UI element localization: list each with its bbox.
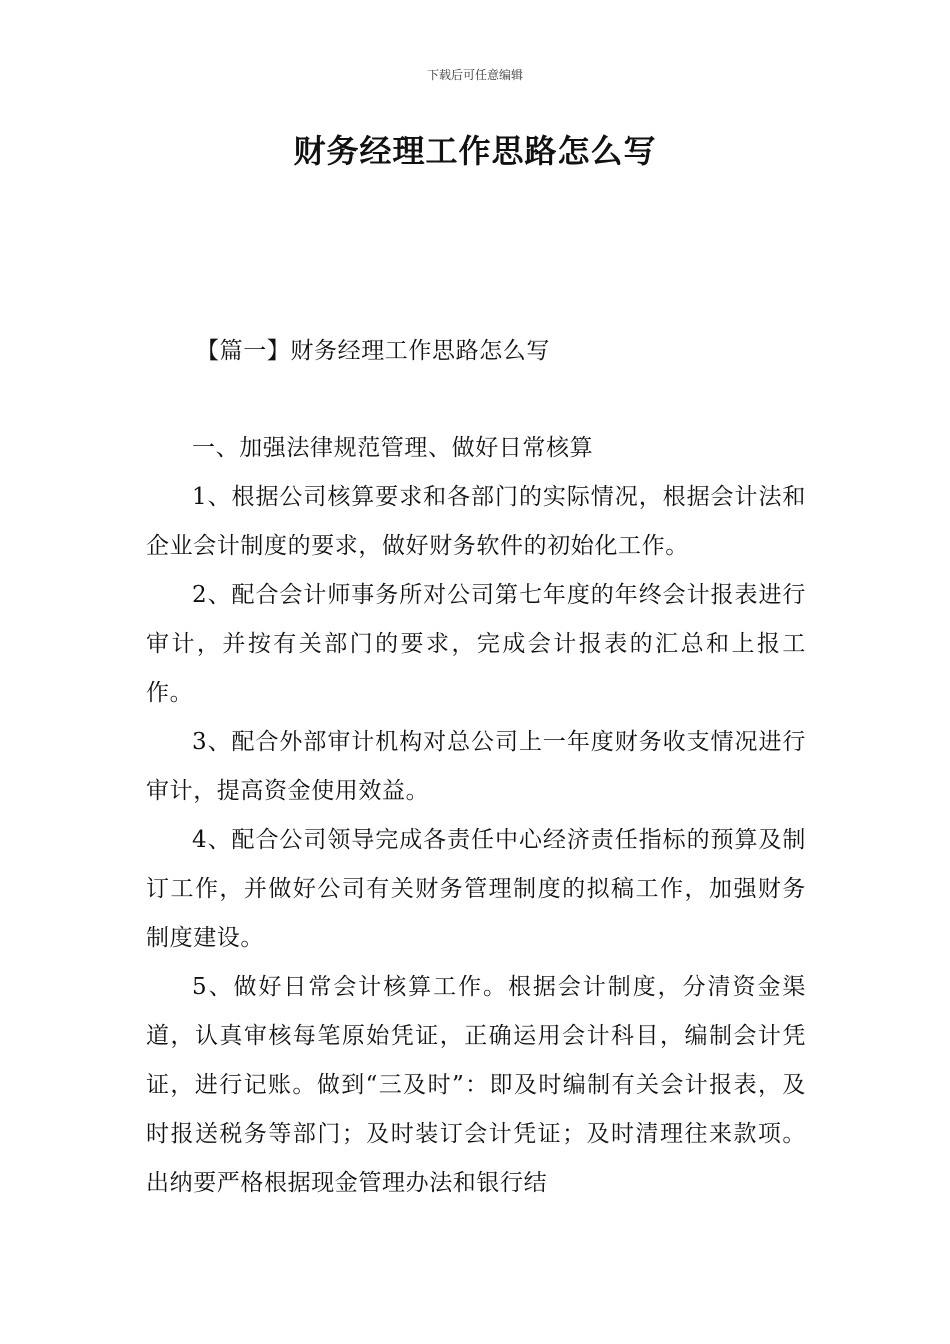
paragraph-subheading: 一、加强法律规范管理、做好日常核算 — [192, 435, 594, 461]
header-note: 下载后可任意编辑 — [426, 68, 523, 82]
paragraph-item-1: 1、根据公司核算要求和各部门的实际情况，根据会计法和企业会计制度的要求，做好财务软件的初始化工作。 — [146, 484, 806, 559]
paragraph-item-3: 3、配合外部审计机构对总公司上一年度财务收支情况进行审计，提高资金使用效益。 — [146, 729, 806, 804]
paragraph-item-5: 5、做好日常会计核算工作。根据会计制度，分清资金渠道，认真审核每笔原始凭证，正确运用会计科目，编制会计凭证，进行记账。做到“三及时”：即及时编制有关会计报表，及时报送税务等部门；及时装订会计凭证；及时清理往来款项。出纳要严格根据现金管理办法和银行结 — [146, 974, 806, 1196]
section-heading: 【篇一】财务经理工作思路怎么写 — [196, 338, 550, 364]
document-body — [146, 424, 806, 1208]
paragraph-item-2: 2、配合会计师事务所对公司第七年度的年终会计报表进行审计，并按有关部门的要求，完成会计报表的汇总和上报工作。 — [146, 582, 806, 706]
document-title: 财务经理工作思路怎么写 — [293, 132, 657, 170]
paragraph-item-4: 4、配合公司领导完成各责任中心经济责任指标的预算及制订工作，并做好公司有关财务管理制度的拟稿工作，加强财务制度建设。 — [146, 827, 806, 951]
